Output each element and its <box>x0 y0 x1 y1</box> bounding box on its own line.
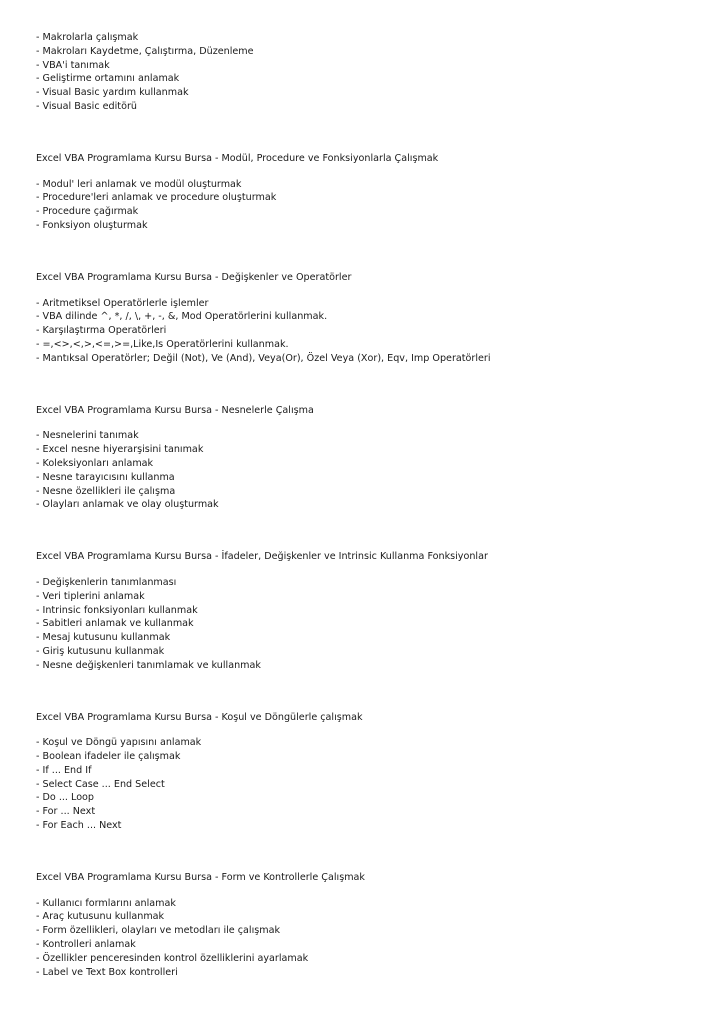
list-item: - Makrolarla çalışmak <box>36 32 139 43</box>
list-item: - Excel nesne hiyerarşisini tanımak <box>36 444 204 456</box>
list-item: - Sabitleri anlamak ve kullanmak <box>36 618 194 630</box>
list-item: - Makroları Kaydetme, Çalıştırma, Düzenleme <box>36 45 254 57</box>
section-spacer <box>36 833 696 871</box>
section-spacer <box>36 512 696 550</box>
section-spacer <box>36 885 696 897</box>
list-item: - Kullanıcı formlarını anlamak <box>36 897 176 909</box>
list-item: - Visual Basic editörü <box>36 100 137 112</box>
section-heading: Excel VBA Programlama Kursu Bursa - Nesnelerle Çalışma <box>36 404 314 416</box>
list-item: - Koleksiyonları anlamak <box>36 457 154 469</box>
section-heading: Excel VBA Programlama Kursu Bursa - Form ve Kontrollerle Çalışmak <box>36 871 365 883</box>
list-item: - Veri tiplerini anlamak <box>36 590 145 602</box>
list-item: - Visual Basic yardım kullanmak <box>36 87 189 99</box>
list-item: - Form özellikleri, olayları ve metodları ile çalışmak <box>36 925 281 937</box>
list-item: - Değişkenlerin tanımlanması <box>36 576 177 588</box>
list-item: - Aritmetiksel Operatörlerle işlemler <box>36 297 209 309</box>
list-item: - Koşul ve Döngü yapısını anlamak <box>36 737 202 749</box>
list-item: - Fonksiyon oluşturmak <box>36 219 148 231</box>
section-spacer <box>36 285 696 297</box>
section-spacer <box>36 673 696 711</box>
section-spacer <box>36 233 696 271</box>
list-item: - Nesne değişkenleri tanımlamak ve kullanmak <box>36 659 261 671</box>
list-item: - VBA'i tanımak <box>36 59 110 71</box>
list-item: - Kontrolleri anlamak <box>36 939 136 951</box>
list-item: - Intrinsic fonksiyonları kullanmak <box>36 604 198 616</box>
list-item: - Nesne özellikleri ile çalışma <box>36 485 176 497</box>
list-item: - =,<>,<,>,<=,>=,Like,Is Operatörlerini kullanmak. <box>36 338 289 350</box>
list-item: - If ... End If <box>36 764 92 776</box>
section-spacer <box>36 114 696 152</box>
list-item: - Nesnelerini tanımak <box>36 430 139 442</box>
list-item: - Procedure çağırmak <box>36 206 139 218</box>
list-item: - VBA dilinde ^, *, /, \, +, -, &, Mod Operatörlerini kullanmak. <box>36 311 328 323</box>
list-item: - For Each ... Next <box>36 820 122 832</box>
list-item: - Giriş kutusunu kullanmak <box>36 645 165 657</box>
list-item: - Modul' leri anlamak ve modül oluşturmak <box>36 178 242 190</box>
list-item: - Olayları anlamak ve olay oluşturmak <box>36 499 219 511</box>
list-item: - Select Case ... End Select <box>36 778 165 790</box>
section-spacer <box>36 417 696 429</box>
list-item: - Araç kutusunu kullanmak <box>36 911 165 923</box>
list-item: - Mantıksal Operatörler; Değil (Not), Ve (And), Veya(Or), Özel Veya (Xor), Eqv, Imp Operatörleri <box>36 352 491 364</box>
list-item: - Procedure'leri anlamak ve procedure oluşturmak <box>36 192 277 204</box>
list-item: - Özellikler penceresinden kontrol özelliklerini ayarlamak <box>36 952 309 964</box>
section-spacer <box>36 166 696 178</box>
list-item: - Mesaj kutusunu kullanmak <box>36 632 171 644</box>
document-page <box>36 31 696 979</box>
section-spacer <box>36 366 696 404</box>
list-item: - Karşılaştırma Operatörleri <box>36 325 167 337</box>
section-heading: Excel VBA Programlama Kursu Bursa - İfadeler, Değişkenler ve Intrinsic Kullanma Fonksiyonlar <box>36 551 488 563</box>
section-heading: Excel VBA Programlama Kursu Bursa - Koşul ve Döngülerle çalışmak <box>36 711 363 723</box>
section-heading: Excel VBA Programlama Kursu Bursa - Değişkenler ve Operatörler <box>36 271 352 283</box>
list-item: - For ... Next <box>36 806 96 818</box>
list-item: - Boolean ifadeler ile çalışmak <box>36 751 181 763</box>
list-item: - Do ... Loop <box>36 792 95 804</box>
list-item: - Geliştirme ortamını anlamak <box>36 73 180 85</box>
section-spacer <box>36 724 696 736</box>
section-heading: Excel VBA Programlama Kursu Bursa - Modül, Procedure ve Fonksiyonlarla Çalışmak <box>36 152 439 164</box>
list-item: - Label ve Text Box kontrolleri <box>36 966 178 978</box>
section-spacer <box>36 564 696 576</box>
list-item: - Nesne tarayıcısını kullanma <box>36 471 175 483</box>
